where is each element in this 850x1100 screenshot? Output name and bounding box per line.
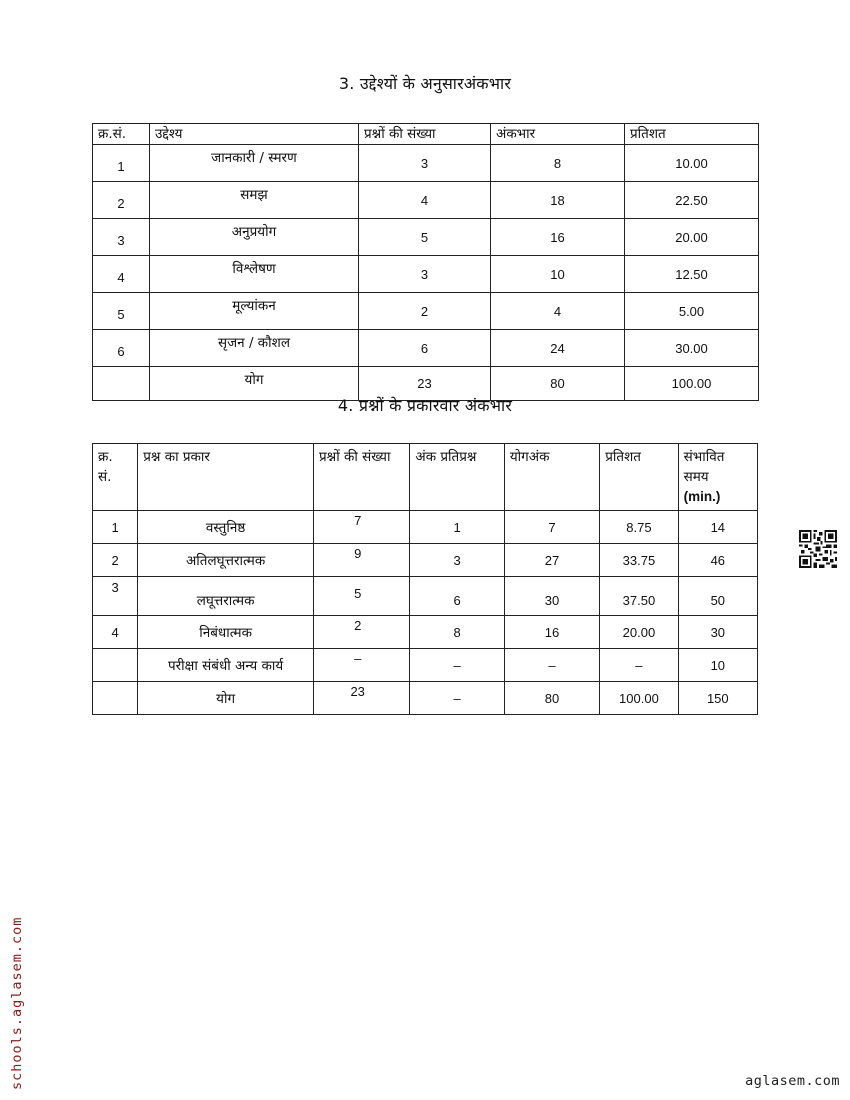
cell-serial: 5 xyxy=(93,293,150,330)
cell-marks: 24 xyxy=(491,330,625,367)
header-marks: अंकभार xyxy=(491,124,625,145)
cell-estimated-time: 14 xyxy=(678,511,757,544)
header-question-count: प्रश्नों की संख्या xyxy=(313,444,409,511)
cell-serial: 6 xyxy=(93,330,150,367)
cell-question-type: योग xyxy=(138,682,314,715)
table-header-row xyxy=(93,124,759,145)
cell-objective: योग xyxy=(150,367,359,401)
cell-percentage: 37.50 xyxy=(600,577,678,616)
header-percentage: प्रतिशत xyxy=(600,444,678,511)
cell-question-count: 7 xyxy=(313,511,409,544)
cell-marks: 10 xyxy=(491,256,625,293)
cell-estimated-time: 10 xyxy=(678,649,757,682)
cell-question-count: 6 xyxy=(359,330,491,367)
cell-estimated-time: 150 xyxy=(678,682,757,715)
table-row xyxy=(93,182,759,219)
cell-marks: 18 xyxy=(491,182,625,219)
footer-watermark-url: aglasem.com xyxy=(745,1073,840,1089)
header-estimated-time-label: संभावित समय xyxy=(683,449,725,485)
cell-question-type: अतिलघूत्तरात्मक xyxy=(138,544,314,577)
header-marks-per-question: अंक प्रतिप्रश्न xyxy=(410,444,504,511)
cell-percentage: 8.75 xyxy=(600,511,678,544)
cell-serial: 4 xyxy=(93,616,138,649)
cell-marks-per-question: 6 xyxy=(410,577,504,616)
header-total-marks: योगअंक xyxy=(504,444,599,511)
cell-percentage: 5.00 xyxy=(625,293,759,330)
table-row xyxy=(93,256,759,293)
cell-serial xyxy=(93,649,138,682)
cell-question-count: 9 xyxy=(313,544,409,577)
table2-heading: 4. प्रश्नों के प्रकारवार अंकभार xyxy=(337,396,513,415)
cell-objective: विश्लेषण xyxy=(150,256,359,293)
table-row xyxy=(93,511,758,544)
cell-marks-per-question: – xyxy=(410,649,504,682)
cell-question-count: 3 xyxy=(359,145,491,182)
cell-marks-per-question: – xyxy=(410,682,504,715)
cell-question-count: 23 xyxy=(359,367,491,401)
cell-objective: सृजन / कौशल xyxy=(150,330,359,367)
cell-percentage: 10.00 xyxy=(625,145,759,182)
cell-serial xyxy=(93,682,138,715)
cell-question-count: 3 xyxy=(359,256,491,293)
cell-total-marks: 30 xyxy=(504,577,599,616)
cell-total-marks: 7 xyxy=(504,511,599,544)
cell-total-marks: 16 xyxy=(504,616,599,649)
cell-question-count: 2 xyxy=(313,616,409,649)
cell-percentage: 100.00 xyxy=(625,367,759,401)
cell-question-count: 5 xyxy=(313,577,409,616)
cell-percentage: 33.75 xyxy=(600,544,678,577)
cell-marks-per-question: 3 xyxy=(410,544,504,577)
cell-question-type: वस्तुनिष्ठ xyxy=(138,511,314,544)
cell-question-type: परीक्षा संबंधी अन्य कार्य xyxy=(138,649,314,682)
table-row xyxy=(93,293,759,330)
cell-marks: 80 xyxy=(491,367,625,401)
header-estimated-time xyxy=(678,444,757,511)
cell-marks-per-question: 8 xyxy=(410,616,504,649)
cell-percentage: 20.00 xyxy=(625,219,759,256)
table-row xyxy=(93,330,759,367)
header-time-unit: (min.) xyxy=(683,489,721,504)
table-row xyxy=(93,616,758,649)
table-header-row xyxy=(93,444,758,511)
cell-percentage: – xyxy=(600,649,678,682)
header-serial: क्र. सं. xyxy=(93,444,138,511)
cell-percentage: 12.50 xyxy=(625,256,759,293)
cell-total-marks: – xyxy=(504,649,599,682)
cell-marks: 4 xyxy=(491,293,625,330)
cell-percentage: 100.00 xyxy=(600,682,678,715)
cell-objective: अनुप्रयोग xyxy=(150,219,359,256)
table-total-row xyxy=(93,682,758,715)
cell-total-marks: 80 xyxy=(504,682,599,715)
qr-code-icon xyxy=(799,530,837,568)
cell-question-count: 23 xyxy=(313,682,409,715)
table-row xyxy=(93,649,758,682)
cell-estimated-time: 46 xyxy=(678,544,757,577)
table-row xyxy=(93,145,759,182)
cell-marks: 16 xyxy=(491,219,625,256)
cell-question-count: 4 xyxy=(359,182,491,219)
cell-serial: 2 xyxy=(93,544,138,577)
cell-question-count: 5 xyxy=(359,219,491,256)
cell-marks: 8 xyxy=(491,145,625,182)
header-percentage: प्रतिशत xyxy=(625,124,759,145)
header-question-type: प्रश्न का प्रकार xyxy=(138,444,314,511)
cell-question-count: – xyxy=(313,649,409,682)
cell-serial: 1 xyxy=(93,145,150,182)
cell-marks-per-question: 1 xyxy=(410,511,504,544)
cell-serial: 3 xyxy=(93,577,138,616)
side-watermark-url: schools.aglasem.com xyxy=(9,916,25,1090)
cell-serial: 1 xyxy=(93,511,138,544)
cell-question-type: लघूत्तरात्मक xyxy=(138,577,314,616)
cell-objective: मूल्यांकन xyxy=(150,293,359,330)
table-row xyxy=(93,544,758,577)
header-objective: उद्देश्य xyxy=(150,124,359,145)
header-serial: क्र.सं. xyxy=(93,124,150,145)
cell-percentage: 30.00 xyxy=(625,330,759,367)
cell-question-type: निबंधात्मक xyxy=(138,616,314,649)
table-row xyxy=(93,577,758,616)
cell-question-count: 2 xyxy=(359,293,491,330)
cell-estimated-time: 30 xyxy=(678,616,757,649)
table1-heading: 3. उद्देश्यों के अनुसारअंकभार xyxy=(338,74,512,93)
cell-percentage: 20.00 xyxy=(600,616,678,649)
cell-estimated-time: 50 xyxy=(678,577,757,616)
cell-percentage: 22.50 xyxy=(625,182,759,219)
cell-serial: 2 xyxy=(93,182,150,219)
cell-serial: 3 xyxy=(93,219,150,256)
cell-total-marks: 27 xyxy=(504,544,599,577)
cell-serial: 4 xyxy=(93,256,150,293)
question-type-weightage-table xyxy=(92,443,758,715)
table-row xyxy=(93,219,759,256)
header-question-count: प्रश्नों की संख्या xyxy=(359,124,491,145)
cell-objective: जानकारी / स्मरण xyxy=(150,145,359,182)
objectives-weightage-table xyxy=(92,123,759,401)
cell-objective: समझ xyxy=(150,182,359,219)
